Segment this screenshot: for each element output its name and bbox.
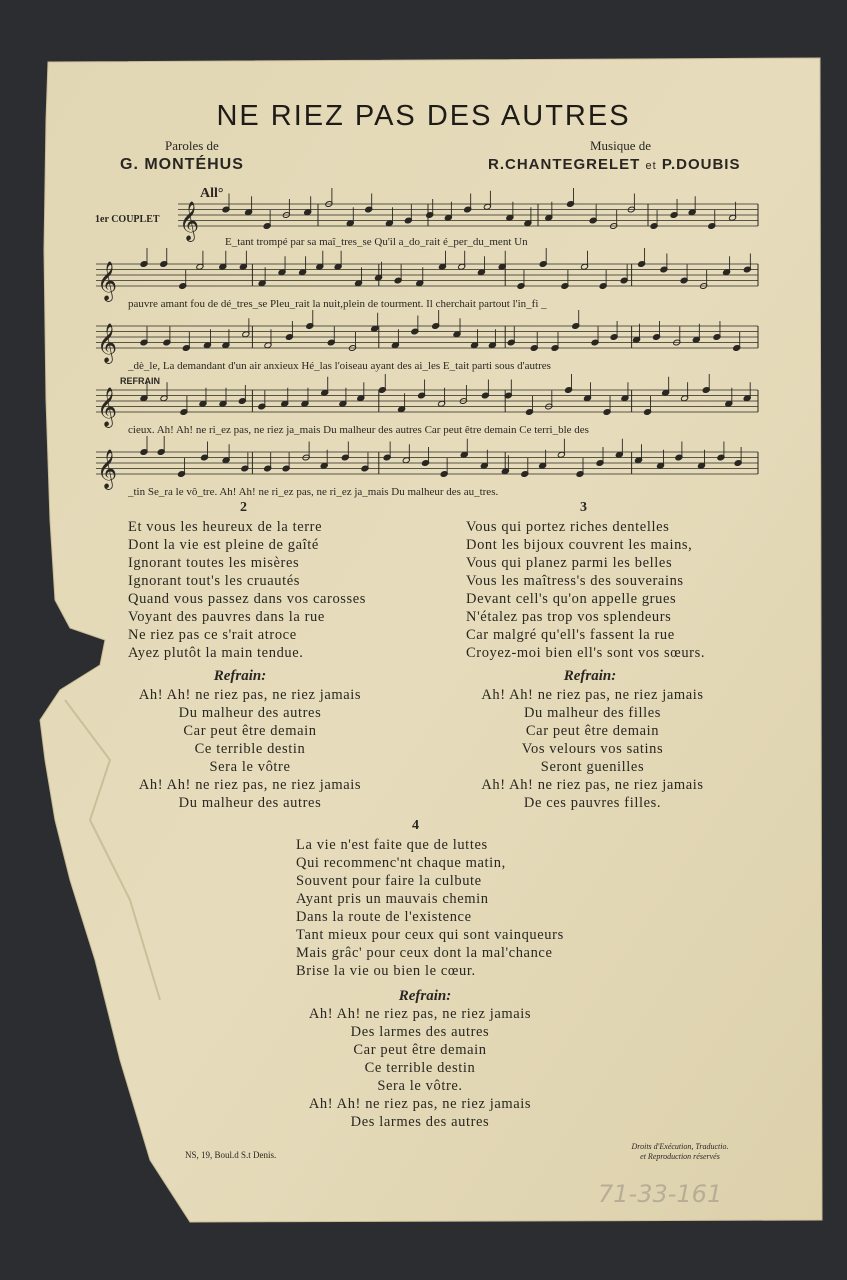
verse-2 (128, 518, 366, 662)
score-lyric-line-1: E_tant trompé par sa maî_tres_se Qu'il a_do_rait é_per_du_ment Un (225, 236, 528, 248)
refrain-4 (270, 1005, 570, 1131)
refrain-line: Car peut être demain (353, 1042, 487, 1058)
verse-line: Qui recommenc'nt chaque matin, (296, 855, 506, 871)
refrain-line: Des larmes des autres (350, 1024, 490, 1040)
refrain-line: Ce terrible destin (194, 741, 306, 757)
composer-join: et (645, 160, 657, 172)
refrain-label-score: REFRAIN (120, 376, 160, 386)
verse-line: Vous qui portez riches dentelles (466, 519, 670, 535)
refrain-heading-3: Refrain: (563, 668, 617, 684)
refrain-line: Ah! Ah! ne riez pas, ne riez jamais (138, 777, 362, 793)
verse-line: Car malgré qu'ell's fassent la rue (466, 627, 675, 643)
verse-line: Dans la route de l'existence (296, 909, 472, 925)
refrain-line: Sera le vôtre. (377, 1078, 463, 1094)
pencil-catalog-note: 71-33-161 (598, 1180, 723, 1208)
song-title: NE RIEZ PAS DES AUTRES (216, 100, 631, 132)
refrain-line: Sera le vôtre (209, 759, 291, 775)
treble-clef-icon: 𝄞 (97, 387, 118, 427)
treble-clef-icon: 𝄞 (97, 449, 118, 489)
lyrics-label: Paroles de (165, 138, 219, 153)
treble-clef-icon: 𝄞 (179, 201, 200, 241)
refrain-line: Ah! Ah! ne riez pas, ne riez jamais (308, 1096, 532, 1112)
score-lyric-line-4: cieux. Ah! Ah! ne ri_ez pas, ne riez ja_mais Du malheur des autres Car peut être demain Ce terri_ble des (128, 424, 589, 436)
composer-1: R.CHANTEGRELET (488, 156, 641, 173)
refrain-line: Ah! Ah! ne riez pas, ne riez jamais (138, 687, 362, 703)
verse-line: Devant cell's qu'on appelle grues (466, 591, 677, 607)
verse-line: Ne riez pas ce s'rait atroce (128, 627, 297, 643)
verse-line: Dont la vie est pleine de gaîté (128, 537, 319, 553)
treble-clef-icon: 𝄞 (97, 323, 118, 363)
refrain-line: Seront guenilles (540, 759, 645, 775)
verse-number-3: 3 (580, 500, 587, 515)
refrain-line: Ah! Ah! ne riez pas, ne riez jamais (308, 1006, 532, 1022)
verse-line: Vous qui planez parmi les belles (466, 555, 673, 571)
refrain-line: Ah! Ah! ne riez pas, ne riez jamais (481, 777, 704, 793)
score-lyric-line-2: pauvre amant fou de dé_tres_se Pleu_rait la nuit,plein de tourment. Il cherchait partout l'in_fi _ (128, 298, 547, 310)
refrain-line: Du malheur des autres (178, 705, 322, 721)
verse-line: Mais grâc' pour ceux dont la mal'chance (296, 945, 553, 961)
verse-number-2: 2 (240, 500, 247, 515)
verse-number-4: 4 (412, 818, 419, 833)
refrain-line: Des larmes des autres (350, 1114, 490, 1130)
verse-line: Quand vous passez dans vos carosses (128, 591, 367, 607)
verse-line: N'étalez pas trop vos splendeurs (466, 609, 672, 625)
verse-line: Ignorant tout's les cruautés (128, 573, 301, 589)
treble-clef-icon: 𝄞 (97, 261, 118, 301)
lyricist-name: G. MONTÉHUS (120, 156, 244, 173)
refrain-heading-4: Refrain: (398, 988, 452, 1004)
rights-notice (585, 1142, 775, 1162)
refrain-3 (445, 686, 740, 812)
verse-line: Croyez-moi bien ell's sont vos sœurs. (466, 645, 706, 661)
composers (488, 156, 740, 173)
refrain-line: Du malheur des autres (178, 795, 322, 811)
tempo-marking: All° (200, 186, 224, 201)
refrain-line: Du malheur des filles (523, 705, 662, 721)
refrain-line: Ah! Ah! ne riez pas, ne riez jamais (481, 687, 704, 703)
composer-2: P.DOUBIS (661, 156, 741, 173)
refrain-line: Car peut être demain (183, 723, 317, 739)
refrain-heading-2: Refrain: (213, 668, 267, 684)
verse-line: Ignorant toutes les misères (128, 555, 300, 571)
verse-line: Brise la vie ou bien le cœur. (296, 963, 476, 979)
verse-line: La vie n'est faite que de luttes (296, 837, 488, 853)
score-lyric-line-3: _dè_le, La demandant d'un air anxieux Hé_las l'oiseau ayant des ai_les E_tait parti sous d'autres (128, 360, 551, 372)
verse-line: Voyant des pauvres dans la rue (128, 609, 325, 625)
publisher-address: NS, 19, Boul.d S.t Denis. (185, 1150, 277, 1160)
music-label: Musique de (590, 138, 652, 153)
verse-line: Vous les maîtress's des souverains (466, 573, 684, 589)
refrain-line: Car peut être demain (525, 723, 660, 739)
refrain-line: Ce terrible destin (364, 1060, 476, 1076)
score-lyric-line-5: _tin Se_ra le vô_tre. Ah! Ah! ne ri_ez pas, ne ri_ez ja_mais Du malheur des au_tres. (128, 486, 499, 498)
rights-line-1: Droits d'Exécution, Traductio. (631, 1142, 729, 1151)
verse-4 (296, 836, 564, 980)
verse-line: Ayez plutôt la main tendue. (128, 645, 304, 661)
rights-line-2: et Reproduction réservés (640, 1152, 720, 1161)
refrain-line: Vos velours vos satins (521, 741, 664, 757)
verse-line: Dont les bijoux couvrent les mains, (466, 537, 693, 553)
verse-line: Et vous les heureux de la terre (128, 519, 323, 535)
refrain-line: De ces pauvres filles. (523, 795, 662, 811)
verse-3 (466, 518, 705, 662)
couplet-label: 1er COUPLET (95, 214, 160, 225)
verse-line: Tant mieux pour ceux qui sont vainqueurs (296, 927, 564, 943)
verse-line: Souvent pour faire la culbute (296, 873, 482, 889)
refrain-2 (105, 686, 395, 812)
verse-line: Ayant pris un mauvais chemin (296, 891, 489, 907)
